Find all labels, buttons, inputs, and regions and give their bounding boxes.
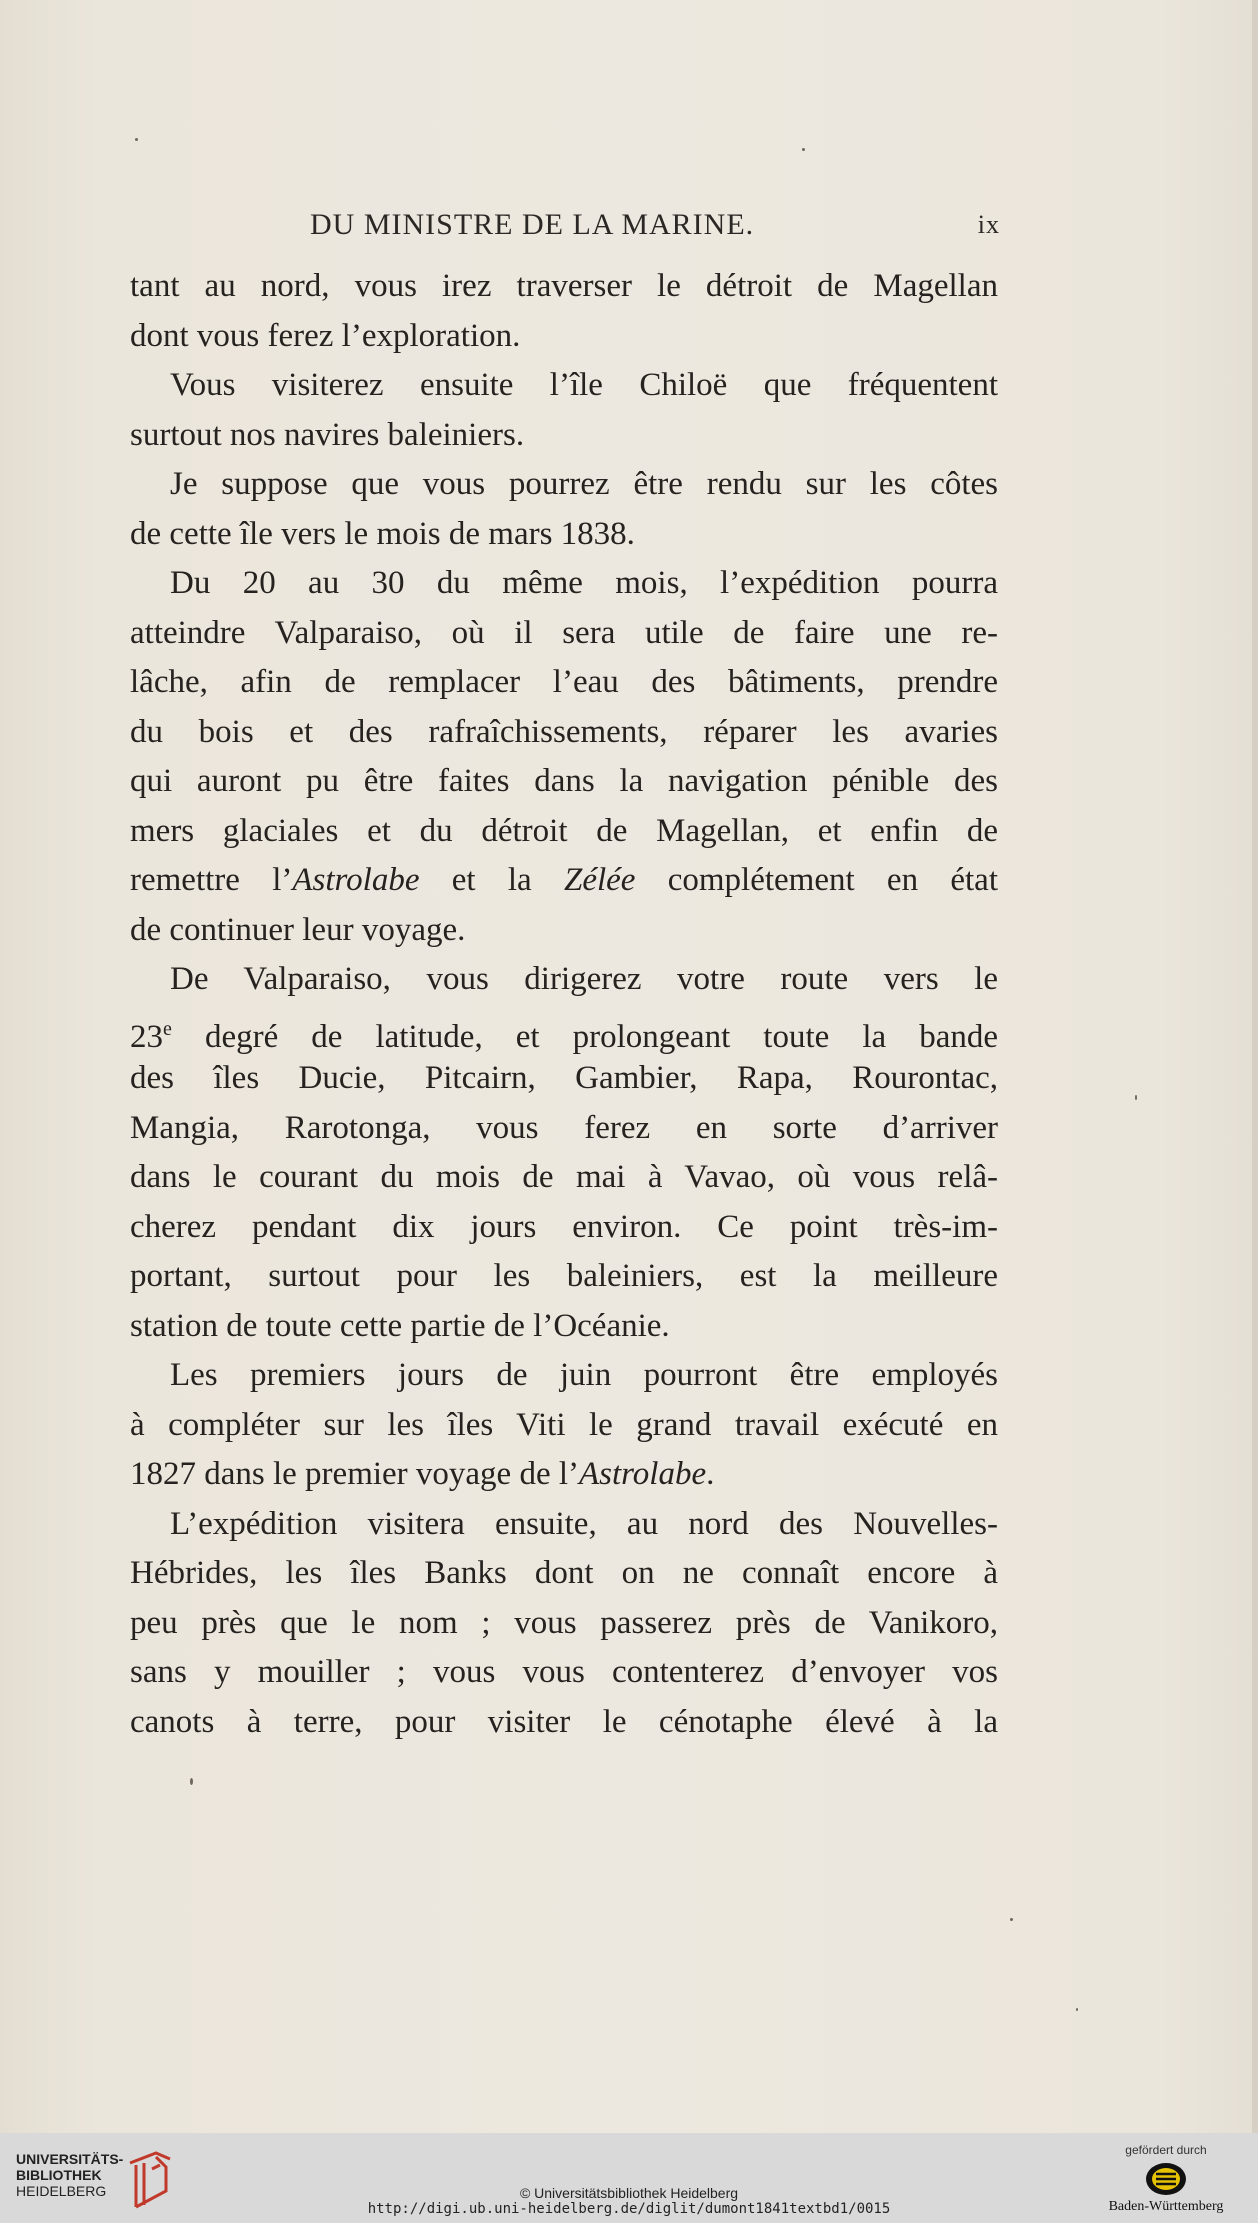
library-name-line: UNIVERSITÄTS- — [16, 2151, 124, 2167]
text-line: à compléter sur les îles Viti le grand travail exécuté en — [130, 1406, 998, 1443]
paper-speck — [190, 1778, 193, 1785]
text-run: degré de latitude, et prolongeant toute la bande — [171, 1018, 998, 1054]
text-line-with-superscript — [130, 1005, 998, 1055]
paper-speck — [802, 148, 805, 151]
text-line: dans le courant du mois de mai à Vavao, où vous relâ- — [130, 1159, 998, 1195]
ship-name-italic: Zélée — [563, 862, 636, 898]
text-line-with-italics — [130, 856, 998, 906]
text-line: Vous visiterez ensuite l’île Chiloë que fréquentent — [170, 367, 998, 403]
text-line: des îles Ducie, Pitcairn, Gambier, Rapa, Rourontac, — [130, 1060, 998, 1096]
text-run: 23 — [130, 1018, 163, 1054]
text-line: L’expédition visitera ensuite, au nord des Nouvelles- — [170, 1505, 998, 1542]
text-line: mers glaciales et du détroit de Magellan, et enfin de — [130, 812, 998, 849]
text-line: sans y mouiller ; vous vous contenterez d’envoyer vos — [130, 1654, 998, 1690]
ordinal-superscript: e — [163, 1017, 172, 1040]
running-title: DU MINISTRE DE LA MARINE. — [310, 208, 755, 241]
text-line: qui auront pu être faites dans la navigation pénible des — [130, 763, 998, 799]
text-run: 1827 dans le premier voyage de l’ — [130, 1456, 580, 1492]
ship-name-italic: Astrolabe — [579, 1456, 707, 1492]
paper-speck — [1010, 1918, 1013, 1921]
library-name-line: HEIDELBERG — [16, 2183, 107, 2199]
library-name-line: BIBLIOTHEK — [16, 2167, 102, 2183]
text-line: portant, surtout pour les baleiniers, est la meilleure — [130, 1258, 998, 1294]
text-line: lâche, afin de remplacer l’eau des bâtiments, prendre — [130, 664, 998, 700]
permalink-url[interactable]: http://digi.ub.uni-heidelberg.de/diglit/dumont1841textbd1/0015 — [367, 2201, 891, 2217]
text-line: Hébrides, les îles Banks dont on ne connaît encore à — [130, 1555, 998, 1591]
paper-speck — [1135, 1095, 1137, 1100]
paper-speck — [135, 138, 138, 141]
ship-name-italic: Astrolabe — [292, 862, 420, 898]
text-line: station de toute cette partie de l’Océanie. — [130, 1307, 670, 1344]
text-line: Du 20 au 30 du même mois, l’expédition pourra — [170, 565, 998, 601]
text-line: cherez pendant dix jours environ. Ce point très-im- — [130, 1208, 998, 1245]
funder-name: Baden-Württemberg — [1108, 2199, 1224, 2214]
body-text — [130, 262, 998, 1747]
page-edge — [1252, 0, 1258, 2133]
text-line: de cette île vers le mois de mars 1838. — [130, 515, 635, 552]
text-line: Je suppose que vous pourrez être rendu sur les côtes — [170, 466, 998, 502]
text-line: tant au nord, vous irez traverser le détroit de Magellan — [130, 268, 998, 304]
footer-bar — [0, 2133, 1258, 2223]
text-line: De Valparaiso, vous dirigerez votre route vers le — [170, 961, 998, 997]
copyright-notice: © Universitätsbibliothek Heidelberg — [519, 2185, 739, 2201]
text-run: complétement en état — [635, 862, 998, 898]
text-line: Mangia, Rarotonga, vous ferez en sorte d’arriver — [130, 1109, 998, 1146]
coat-of-arms-icon — [1144, 2161, 1188, 2197]
text-line: Les premiers jours de juin pourront être employés — [170, 1357, 998, 1393]
text-line: du bois et des rafraîchissements, réparer les avaries — [130, 713, 998, 750]
text-run: et la — [419, 862, 564, 898]
text-line: peu près que le nom ; vous passerez près de Vanikoro, — [130, 1604, 998, 1641]
page-number: ix — [977, 210, 1000, 239]
text-line: surtout nos navires baleiniers. — [130, 416, 525, 453]
funder-badge[interactable] — [1096, 2143, 1236, 2219]
text-run: remettre l’ — [130, 862, 293, 898]
text-line-with-italics — [130, 1450, 998, 1500]
text-line: canots à terre, pour visiter le cénotaphe élevé à la — [130, 1703, 998, 1740]
text-line: atteindre Valparaiso, où il sera utile de faire une re- — [130, 614, 998, 651]
text-line: dont vous ferez l’exploration. — [130, 317, 521, 354]
running-head — [130, 208, 1000, 248]
text-run: . — [706, 1456, 715, 1492]
text-line: de continuer leur voyage. — [130, 911, 466, 948]
funder-label: gefördert durch — [1125, 2143, 1207, 2157]
paper-speck — [1076, 2008, 1078, 2011]
